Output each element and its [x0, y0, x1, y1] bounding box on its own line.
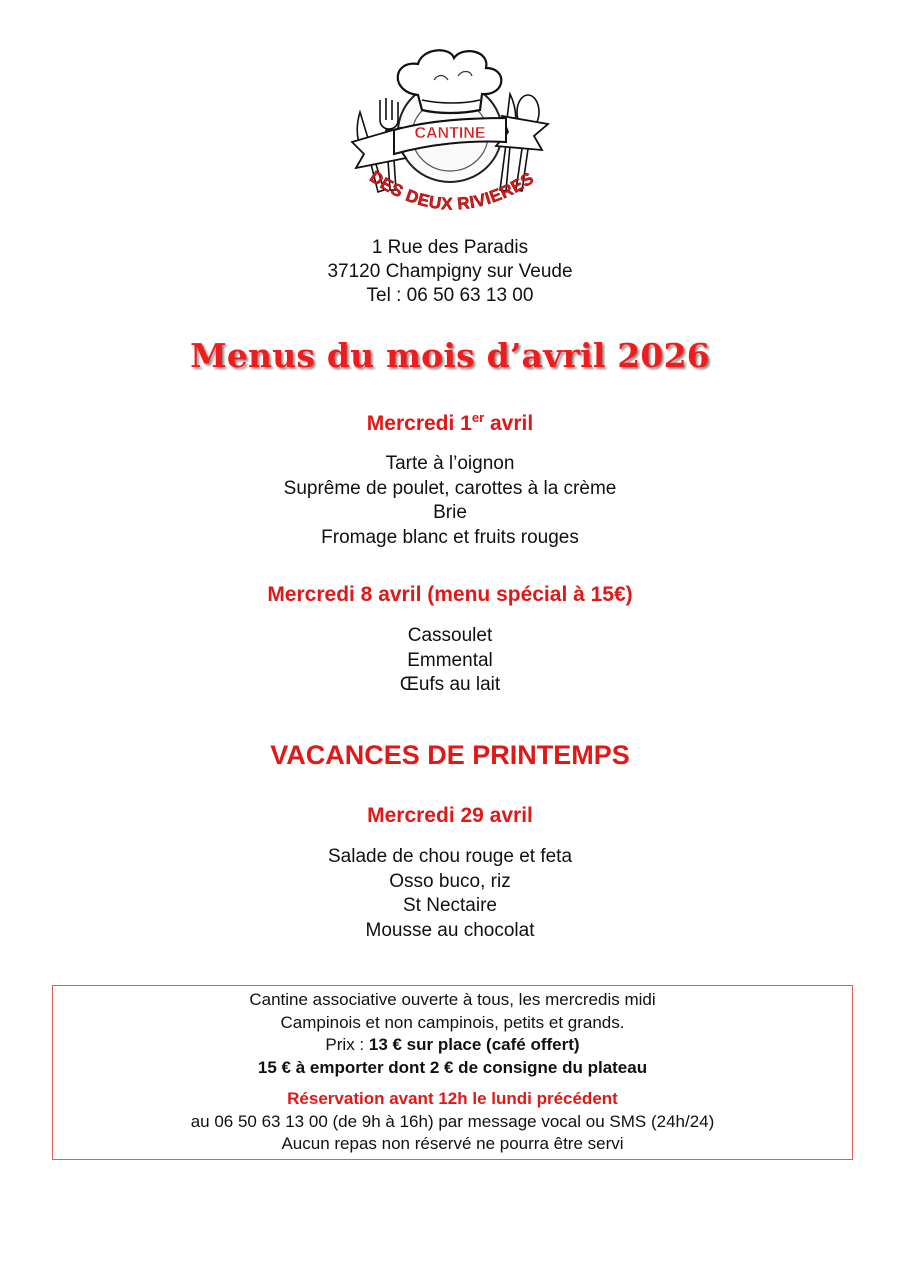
logo-cantine-text: CANTINE [414, 125, 486, 142]
reservation-contact: au 06 50 63 13 00 (de 9h à 16h) par message vocal ou SMS (24h/24) [190, 1111, 715, 1131]
price-takeaway: 15 € à emporter dont 2 € de consigne du plateau [257, 1057, 648, 1077]
dish-item: St Nectaire [403, 895, 497, 916]
dish-item: Brie [433, 502, 467, 523]
dish-item: Cassoulet [407, 625, 493, 646]
dish-item: Osso buco, riz [389, 870, 511, 892]
page-title: Menus du mois d’avril 2026 [190, 336, 710, 375]
dish-list-3 [0, 845, 900, 943]
dish-list-2 [0, 624, 900, 698]
day-heading-1-sup: er [471, 410, 485, 425]
price-label: Prix : [325, 1035, 369, 1054]
address-city: 37120 Champigny sur Veude [327, 261, 573, 282]
info-box [52, 985, 853, 1160]
info-line-2: Campinois et non campinois, petits et grands. [280, 1012, 625, 1032]
address-street: 1 Rue des Paradis [371, 237, 529, 258]
info-line-1: Cantine associative ouverte à tous, les mercredis midi [249, 990, 656, 1009]
dish-item: Suprême de poulet, carottes à la crème [283, 477, 617, 499]
info-price [53, 1034, 852, 1057]
reservation-deadline: Réservation avant 12h le lundi précédent [287, 1089, 618, 1108]
holiday-banner: VACANCES DE PRINTEMPS [270, 740, 630, 770]
dish-item: Œufs au lait [399, 674, 501, 695]
cantine-logo [330, 40, 570, 230]
day-heading-3: Mercredi 29 avril [367, 804, 533, 827]
address-block [0, 236, 900, 308]
dish-item: Emmental [407, 649, 493, 671]
dish-item: Fromage blanc et fruits rouges [321, 526, 579, 548]
reservation-notice: Aucun repas non réservé ne pourra être servi [281, 1134, 624, 1153]
address-phone: Tel : 06 50 63 13 00 [366, 285, 534, 306]
day-heading-1: Mercredi 1er avril [366, 410, 534, 435]
dish-item: Salade de chou rouge et feta [327, 846, 573, 867]
day-heading-2: Mercredi 8 avril (menu spécial à 15€) [267, 583, 633, 606]
dish-item: Tarte à l’oignon [385, 453, 515, 474]
dish-list-1 [0, 452, 900, 550]
logo-arc-text: DES DEUX RIVIERES [366, 167, 538, 214]
dish-item: Mousse au chocolat [365, 919, 535, 941]
price-onsite: 13 € sur place (café offert) [368, 1035, 580, 1054]
